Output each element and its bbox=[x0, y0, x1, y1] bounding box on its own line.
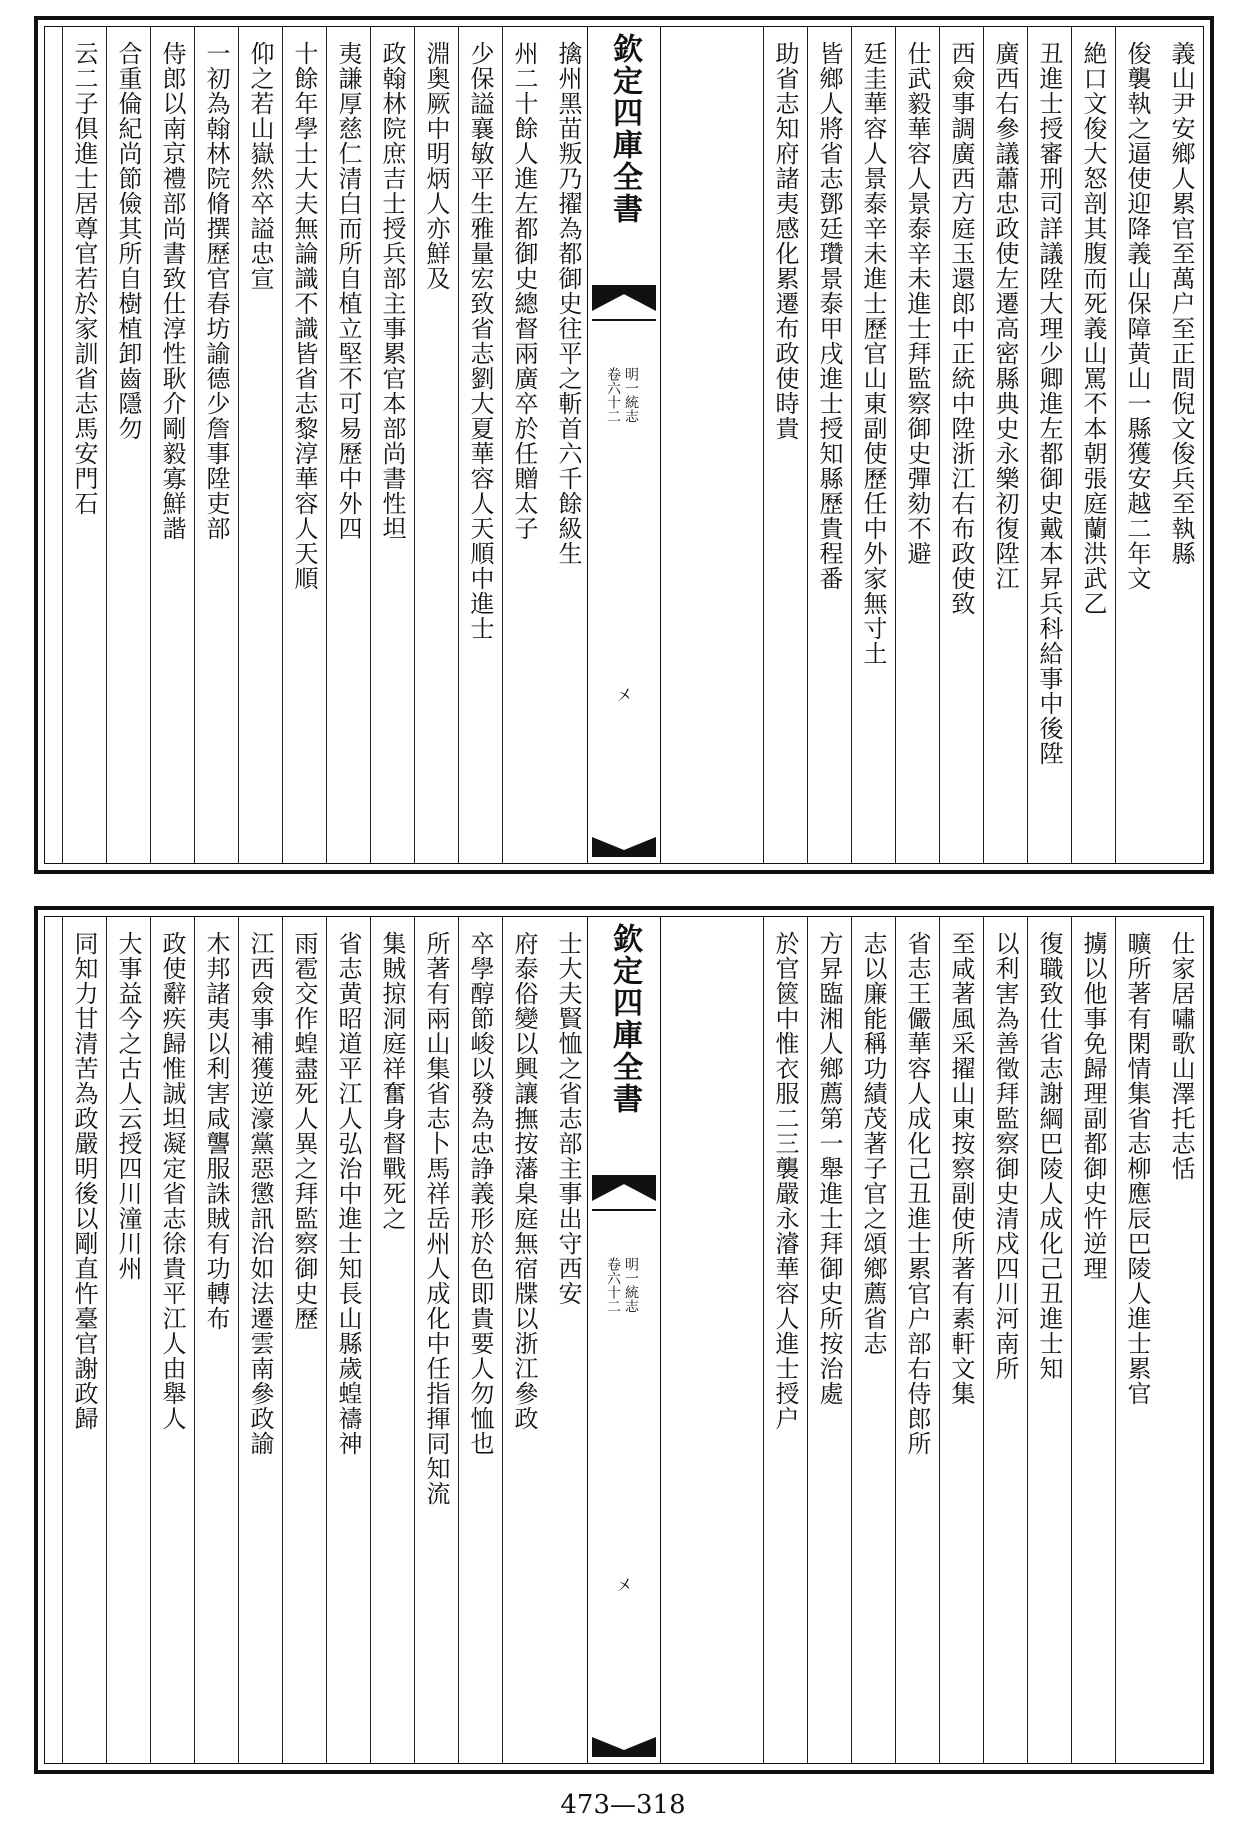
text-column: 擒州黑苗叛乃擢為都御史往平之斬首六千餘級生 bbox=[554, 41, 582, 566]
page-top bbox=[34, 16, 1214, 874]
text-column: 至咸著風采擢山東按察副使所著有素軒文集 bbox=[939, 917, 983, 1763]
text-column: 雨雹交作蝗盡死人異之拜監察御史歷 bbox=[282, 917, 326, 1763]
chapter-title: 明一統志 bbox=[623, 1257, 639, 1313]
chapter-title: 明一統志 bbox=[623, 367, 639, 423]
text-column: 廷圭華容人景泰辛未進士歷官山東副使歷任中外家無寸土 bbox=[851, 27, 895, 863]
text-column: 少保謚襄敏平生雅量宏致省志劉大夏華容人天順中進士 bbox=[458, 27, 502, 863]
text-column: 府泰俗變以興讓撫按藩臬庭無宿牒以浙江參政 bbox=[502, 917, 546, 1763]
page-frame bbox=[44, 26, 1204, 864]
text-column: 仕家居嘯歌山澤托志恬 bbox=[1167, 931, 1195, 1181]
text-column: 復職致仕省志謝綱巴陵人成化己丑進士知 bbox=[1027, 917, 1071, 1763]
text-column: 一初為翰林院脩撰歷官春坊諭德少詹事陞吏部 bbox=[194, 27, 238, 863]
fishtail-bottom bbox=[592, 1737, 656, 1757]
text-column: 淵奥厥中明炳人亦鮮及 bbox=[414, 27, 458, 863]
left-half-bottom bbox=[45, 917, 590, 1763]
text-column: 以利害為善徵拜監察御史清戍四川河南所 bbox=[983, 917, 1027, 1763]
fishtail-mark bbox=[592, 1175, 656, 1201]
text-column: 省志黄昭道平江人弘治中進士知長山縣歲蝗禱神 bbox=[326, 917, 370, 1763]
text-column: 大事益今之古人云授四川潼川州 bbox=[106, 917, 150, 1763]
book-title: 欽定四庫全書 bbox=[607, 33, 642, 225]
fishtail-rule bbox=[592, 1209, 656, 1211]
text-column: 州二十餘人進左都御史總督兩廣卒於任贈太子 bbox=[502, 27, 546, 863]
fishtail-rule bbox=[592, 319, 656, 321]
text-column: 助省志知府諸夷感化累遷布政使時貴 bbox=[763, 27, 807, 863]
page-frame bbox=[44, 916, 1204, 1764]
text-column: 於官篋中惟衣服二三襲嚴永濬華容人進士授户 bbox=[763, 917, 807, 1763]
text-column: 仕武毅華容人景泰辛未進士拜監察御史彈劾不避 bbox=[895, 27, 939, 863]
book-title: 欽定四庫全書 bbox=[607, 923, 642, 1115]
text-column: 十餘年學士大夫無論識不識皆省志黎淳華容人天順 bbox=[282, 27, 326, 863]
text-column: 廣西右參議蕭忠政使左遷高密縣典史永樂初復陞江 bbox=[983, 27, 1027, 863]
page-bottom bbox=[34, 906, 1214, 1774]
text-column: 云二子俱進士居尊官若於家訓省志馬安門石 bbox=[62, 27, 106, 863]
text-column: 江西僉事補獲逆濠黨惡懲訊治如法遷雲南參政諭 bbox=[238, 917, 282, 1763]
text-column: 政使辭疾歸惟誠坦凝定省志徐貴平江人由舉人 bbox=[150, 917, 194, 1763]
text-column: 卒學醇節峻以發為忠諍義形於色即貴要人勿恤也 bbox=[458, 917, 502, 1763]
center-margin-top bbox=[587, 27, 661, 863]
volume-number: 卷六十二 bbox=[605, 1257, 621, 1313]
right-half-bottom bbox=[658, 917, 1203, 1763]
left-half-top bbox=[45, 27, 590, 863]
text-column: 曠所著有閑情集省志柳應辰巴陵人進士累官 bbox=[1115, 917, 1159, 1763]
text-column: 志以廉能稱功績茂著子官之頌鄉薦省志 bbox=[851, 917, 895, 1763]
text-column: 丑進士授審刑司詳議陞大理少卿進左都御史戴本昇兵科給事中後陞 bbox=[1027, 27, 1071, 863]
text-column: 政翰林院庶吉士授兵部主事累官本部尚書性坦 bbox=[370, 27, 414, 863]
page-number: 㐅 bbox=[614, 687, 633, 703]
volume-number: 卷六十二 bbox=[605, 367, 621, 423]
fishtail-mark bbox=[592, 285, 656, 311]
text-column: 夷謙厚慈仁清白而所自植立堅不可易歷中外四 bbox=[326, 27, 370, 863]
text-column: 西僉事調廣西方庭玉還郎中正統中陞浙江右布政使致 bbox=[939, 27, 983, 863]
page-number: 㐅 bbox=[614, 1577, 633, 1593]
text-column: 俊襲執之逼使迎降義山保障黄山一縣獲安越二年文 bbox=[1115, 27, 1159, 863]
text-column: 義山尹安鄉人累官至萬户至正間倪文俊兵至執縣 bbox=[1167, 41, 1195, 566]
text-column: 所著有兩山集省志卜馬祥岳州人成化中任指揮同知流 bbox=[414, 917, 458, 1763]
fishtail-bottom bbox=[592, 837, 656, 857]
footer-page-number: 473—318 bbox=[560, 1790, 686, 1820]
text-column: 侍郎以南京禮部尚書致仕淳性耿介剛毅寡鮮諧 bbox=[150, 27, 194, 863]
text-column: 士大夫賢恤之省志部主事出守西安 bbox=[554, 931, 582, 1306]
text-column: 木邦諸夷以利害咸讋服誅賊有功轉布 bbox=[194, 917, 238, 1763]
text-column: 省志王儼華容人成化己丑進士累官户部右侍郎所 bbox=[895, 917, 939, 1763]
text-column: 同知力甘清苦為政嚴明後以剛直忤臺官謝政歸 bbox=[62, 917, 106, 1763]
right-half-top bbox=[658, 27, 1203, 863]
text-column: 絶口文俊大怒剖其腹而死義山罵不本朝張庭蘭洪武乙 bbox=[1071, 27, 1115, 863]
center-margin-bottom bbox=[587, 917, 661, 1763]
text-column: 仰之若山嶽然卒謚忠宣 bbox=[238, 27, 282, 863]
text-column: 皆鄉人將省志鄧廷瓚景泰甲戌進士授知縣歷貴程番 bbox=[807, 27, 851, 863]
text-column: 合重倫紀尚節儉其所自樹植卸齒隱勿 bbox=[106, 27, 150, 863]
text-column: 方昇臨湘人鄉薦第一舉進士拜御史所按治處 bbox=[807, 917, 851, 1763]
text-column: 擄以他事免歸理副都御史忤逆理 bbox=[1071, 917, 1115, 1763]
text-column: 集賊掠洞庭祥奮身督戰死之 bbox=[370, 917, 414, 1763]
